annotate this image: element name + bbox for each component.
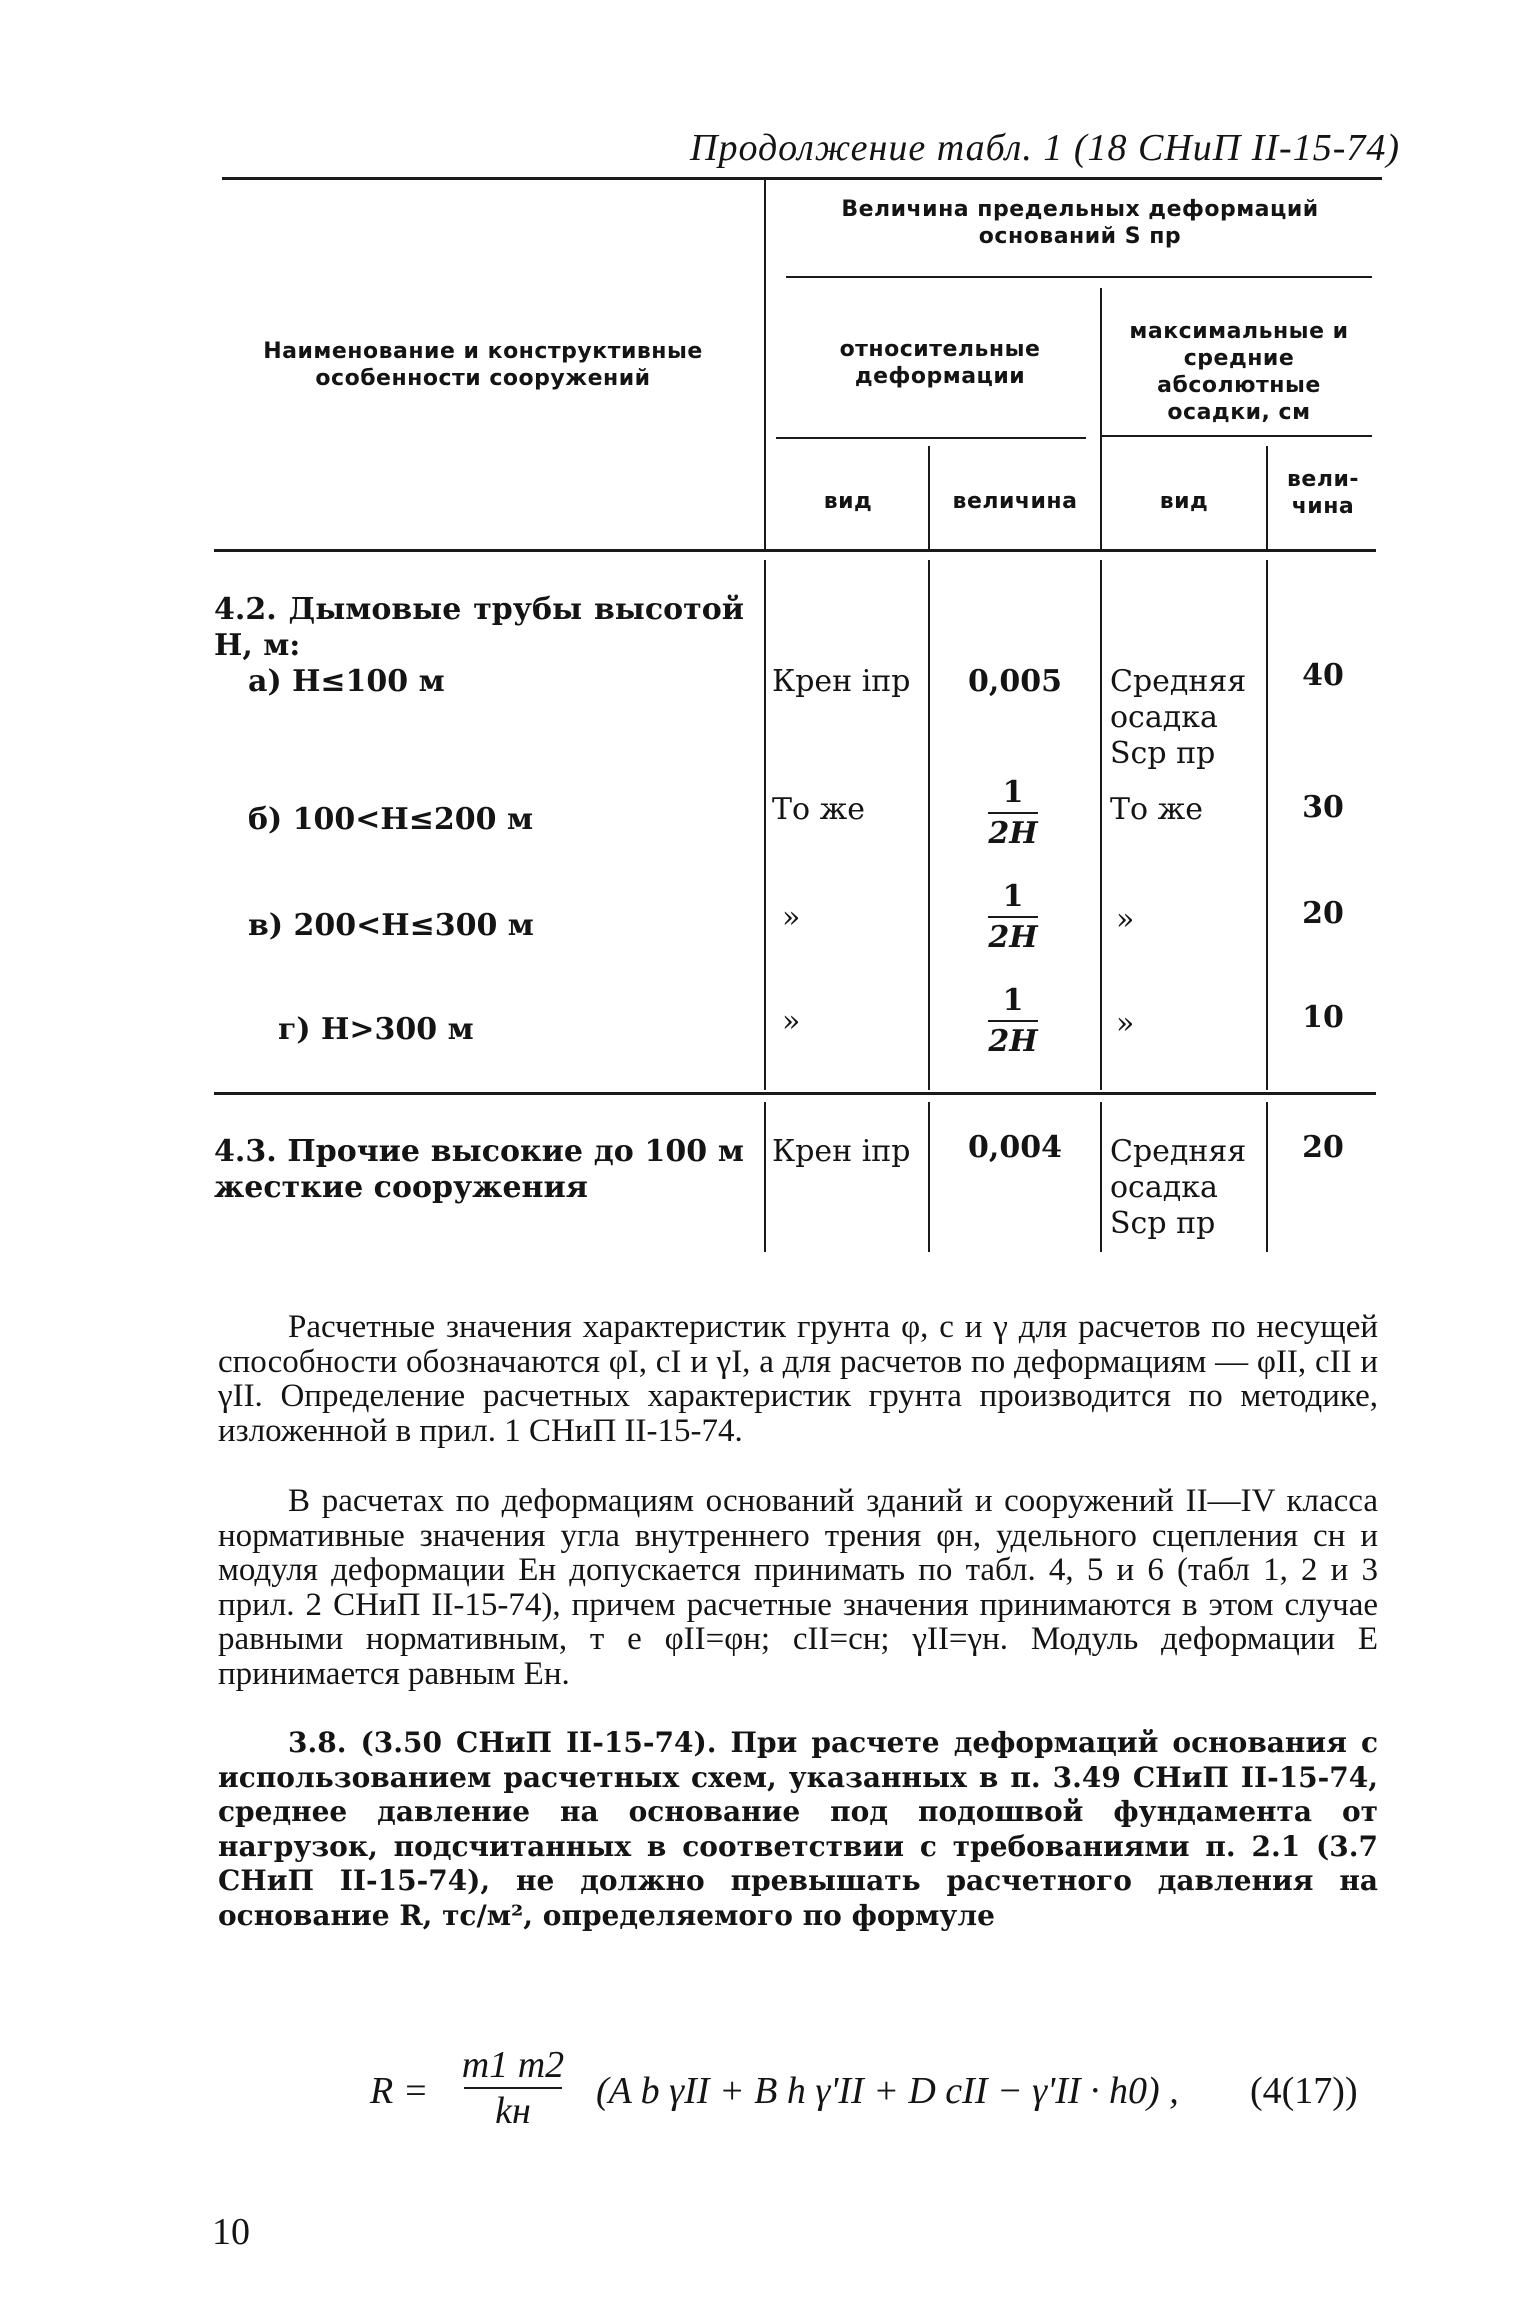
- formula-4-17: [370, 2045, 1380, 2145]
- formula-numerator: m1 m2: [461, 2044, 565, 2086]
- section-43-title: 4.3. Прочие высокие до 100 м жесткие сооружения: [214, 1134, 744, 1205]
- body-col-divider-2a: [928, 560, 930, 1090]
- header-relative-deformations: относительные деформации: [839, 337, 1041, 389]
- paragraph-3: [218, 1726, 1378, 1933]
- row-d-val2: 10: [1302, 1000, 1344, 1035]
- row-d-frac-den: 2H: [988, 1024, 1038, 1059]
- header-name-column: Наименование и конструктивные особенности сооружений: [263, 339, 703, 391]
- header-absolute-settlements: максимальные и средние абсолютные осадки, см: [1129, 319, 1349, 425]
- row-b-vid2: То же: [1110, 792, 1203, 827]
- page-number: 10: [212, 2211, 250, 2253]
- row-b-fraction: [968, 776, 1058, 852]
- section-43-val2: 20: [1302, 1130, 1344, 1165]
- section-divider-rule: [214, 1092, 1376, 1095]
- paragraph-3-text: 3.8. (3.50 СНиП II-15-74). При расчете деформаций основания с использованием расчетных схем, указанных в п. 3.49 СНиП II-15-74, среднее давление на основание под подошвой фундамента от нагрузок, подсчитанных в соответствии с требованиями п. 2.1 (3.7 СНиП II-15-74), не должно превышать расчетного давления на основание R, тс/м², определяемого по формуле: [218, 1726, 1378, 1932]
- row-c-frac-den: 2H: [988, 920, 1038, 955]
- section-43-vid: Крен iпр: [772, 1134, 911, 1169]
- body-col-divider-4a: [1266, 560, 1268, 1090]
- col-divider-3: [928, 446, 930, 550]
- row-a-value: 0,005: [968, 664, 1062, 699]
- header-subgroup-rule-right: [1100, 435, 1372, 437]
- body-col-divider-3b: [1100, 1102, 1102, 1252]
- paragraph-2: [218, 1484, 1378, 1691]
- row-b-frac-num: 1: [1002, 775, 1024, 810]
- header-velichina-2: вели-чина: [1286, 467, 1359, 519]
- table-continuation-caption: Продолжение табл. 1 (18 СНиП II-15-74): [690, 127, 1401, 169]
- header-group-rule: [786, 276, 1372, 278]
- body-col-divider-4b: [1266, 1102, 1268, 1252]
- formula-body: (A b γII + B h γ'II + D cII − γ'II · h0) ,: [596, 2070, 1179, 2112]
- row-a-vid: Крен iпр: [772, 664, 911, 699]
- row-c-fraction: [968, 880, 1058, 956]
- row-d-fraction: [968, 984, 1058, 1060]
- row-d-frac-num: 1: [1002, 983, 1024, 1018]
- section-42-title: 4.2. Дымовые трубы высотой H, м:: [214, 592, 744, 663]
- header-velichina: величина: [952, 489, 1078, 514]
- formula-denominator: kн: [495, 2090, 531, 2132]
- row-a-label: а) H≤100 м: [248, 664, 445, 699]
- section-43-value: 0,004: [968, 1130, 1062, 1165]
- table-top-rule: [222, 177, 1382, 180]
- body-col-divider-1b: [764, 1102, 766, 1252]
- formula-lhs: R =: [370, 2070, 429, 2112]
- formula-fraction: [458, 2045, 568, 2131]
- paragraph-1: [218, 1310, 1378, 1448]
- row-d-vid2: »: [1116, 1006, 1135, 1041]
- row-d-label: г) H>300 м: [278, 1012, 474, 1047]
- row-b-val2: 30: [1302, 790, 1344, 825]
- formula-number: (4(17)): [1250, 2070, 1358, 2112]
- section-43-vid2: Средняя осадка Sср пр: [1110, 1134, 1247, 1241]
- body-col-divider-2b: [928, 1102, 930, 1252]
- body-col-divider-3a: [1100, 560, 1102, 1090]
- row-c-frac-num: 1: [1002, 879, 1024, 914]
- row-c-val2: 20: [1302, 896, 1344, 931]
- row-b-label: б) 100<H≤200 м: [248, 802, 534, 837]
- table-header-bottom-rule: [214, 549, 1376, 552]
- col-divider-4: [1266, 446, 1268, 550]
- row-a-val2: 40: [1302, 658, 1344, 693]
- paragraph-2-text: В расчетах по деформациям оснований зданий и сооружений II—IV класса нормативные значения угла внутреннего трения φн, удельного сцепления cн и модуля деформации Eн допускается принимать по табл. 4, 5 и 6 (табл 1, 2 и 3 прил. 2 СНиП II-15-74), причем расчетные значения принимаются в этом случае равными нормативным, т е φII=φн; cII=cн; γII=γн. Модуль деформации E принимается равным Eн.: [218, 1483, 1378, 1692]
- body-col-divider-1a: [764, 560, 766, 1090]
- row-c-label: в) 200<H≤300 м: [248, 908, 534, 943]
- col-divider-2: [1100, 288, 1102, 550]
- paragraph-1-text: Расчетные значения характеристик грунта φ, c и γ для расчетов по несущей способности обозначаются φI, cI и γI, а для расчетов по деформациям — φII, cII и γII. Определение расчетных характеристик грунта производится по методике, изложенной в прил. 1 СНиП II-15-74.: [218, 1309, 1378, 1449]
- row-b-frac-den: 2H: [988, 816, 1038, 851]
- row-b-vid: То же: [772, 792, 865, 827]
- row-a-vid2: Средняя осадка Sср пр: [1110, 664, 1247, 771]
- header-subgroup-rule-left: [776, 437, 1086, 439]
- row-d-vid: »: [782, 1004, 801, 1039]
- header-vid-2: вид: [1159, 489, 1209, 514]
- header-vid: вид: [823, 489, 873, 514]
- header-deformation-group: Величина предельных деформаций оснований S пр: [841, 197, 1319, 249]
- row-c-vid: »: [782, 900, 801, 935]
- row-c-vid2: »: [1116, 902, 1135, 937]
- col-divider-1: [764, 180, 766, 550]
